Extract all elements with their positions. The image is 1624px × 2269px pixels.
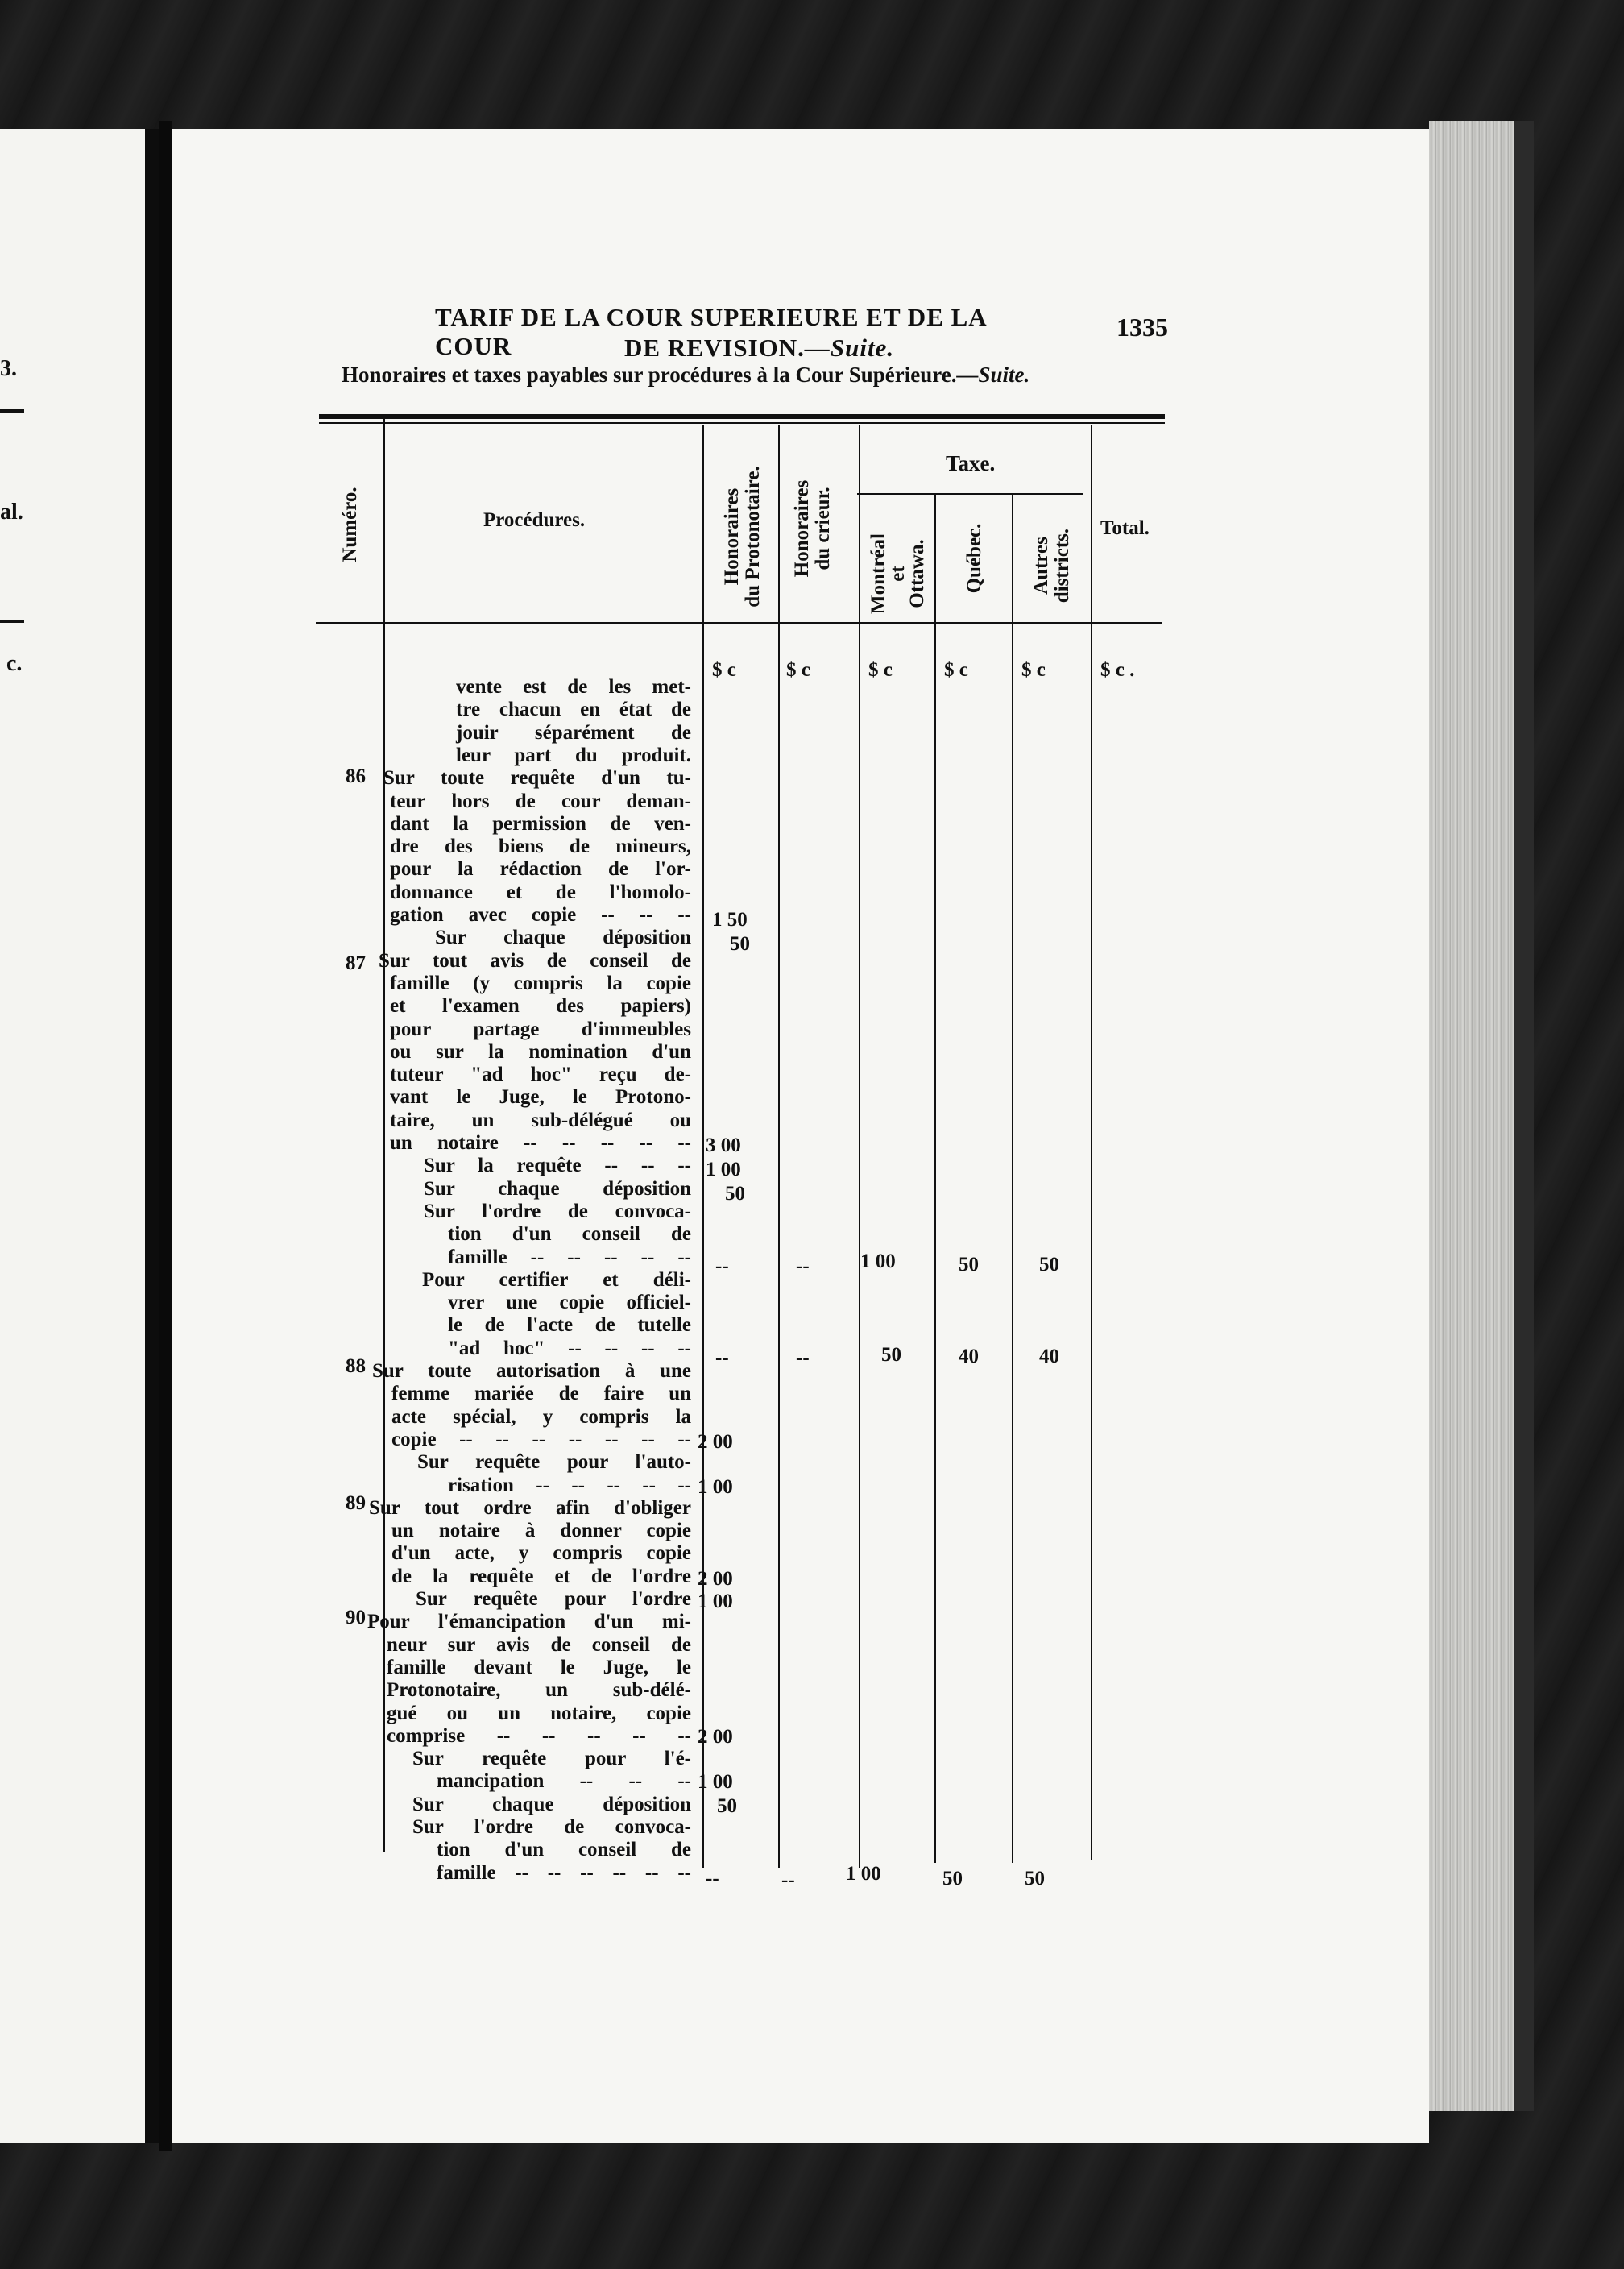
procedure-line: mancipation -- -- --: [437, 1770, 691, 1793]
fee-crieur: --: [781, 1869, 795, 1891]
procedure-line: comprise -- -- -- -- --: [387, 1724, 691, 1747]
page-subtitle: Honoraires et taxes payables sur procédures à la Cour Supérieure.—Suite.: [342, 363, 1030, 387]
fee-protonotaire: --: [715, 1255, 729, 1277]
left-page-fragment: al.: [0, 500, 23, 525]
left-page-rule: [0, 620, 24, 623]
tax-montreal: 1 00: [846, 1863, 881, 1885]
col-header-hon-crieur: Honoraires du crieur.: [791, 479, 834, 578]
procedure-line: tion d'un conseil de: [448, 1223, 691, 1246]
left-page-fragment: 3.: [0, 356, 17, 381]
tax-montreal: 1 00: [860, 1251, 896, 1272]
procedure-line: gué ou un notaire, copie: [387, 1702, 691, 1724]
column-divider: [859, 425, 860, 1868]
tax-autres: 40: [1039, 1346, 1059, 1367]
right-page: [172, 129, 1429, 2143]
row-number: 88: [346, 1355, 366, 1377]
fee-crieur: --: [796, 1347, 810, 1369]
column-divider: [702, 425, 704, 1868]
column-divider: [383, 417, 385, 1852]
tax-autres: 50: [1039, 1254, 1059, 1276]
column-divider: [1091, 425, 1092, 1860]
procedure-line: Sur la requête -- -- --: [424, 1155, 691, 1177]
unit-label: $ c: [1021, 659, 1046, 681]
fee-protonotaire: 3 00: [706, 1134, 741, 1156]
procedure-line: risation -- -- -- -- --: [448, 1474, 691, 1496]
procedure-line: jouir séparément de: [456, 721, 691, 744]
fee-protonotaire: 1 50: [712, 909, 748, 931]
procedure-line: vrer une copie officiel-: [448, 1292, 691, 1314]
fee-protonotaire: 2 00: [698, 1568, 733, 1590]
col-header-taxe: Taxe.: [946, 451, 996, 475]
book-spine: [160, 121, 172, 2151]
tax-quebec: 50: [942, 1868, 963, 1889]
procedure-line: Sur toute requête d'un tu-: [383, 767, 691, 790]
procedure-line: donnance et de l'homolo-: [390, 881, 691, 903]
procedure-line: dant la permission de ven-: [390, 812, 691, 835]
procedure-line: taire, un sub-délégué ou: [390, 1109, 691, 1131]
row-number: 86: [346, 765, 366, 787]
book-cover-edge: [1514, 121, 1534, 2111]
col-header-procedures: Procédures.: [483, 509, 586, 531]
procedure-line: neur sur avis de conseil de: [387, 1633, 691, 1656]
col-header-total: Total.: [1100, 517, 1150, 539]
fee-protonotaire: 1 00: [698, 1771, 733, 1793]
procedure-line: Sur tout avis de conseil de: [379, 949, 691, 972]
procedure-line: de la requête et de l'ordre: [392, 1565, 691, 1587]
column-divider: [1012, 493, 1013, 1863]
procedure-line: Sur l'ordre de convoca-: [424, 1200, 691, 1222]
unit-label: $ c: [868, 659, 893, 681]
procedure-line: Sur requête pour l'auto-: [417, 1451, 691, 1474]
left-page-fragment: c.: [6, 651, 23, 676]
procedure-line: famille (y compris la copie: [390, 972, 691, 994]
procedure-line: famille devant le Juge, le: [387, 1656, 691, 1678]
procedure-line: un notaire -- -- -- -- --: [390, 1132, 691, 1154]
procedure-line: "ad hoc" -- -- -- --: [448, 1337, 691, 1359]
procedure-line: gation avec copie -- -- --: [390, 904, 691, 926]
procedure-line: pour la rédaction de l'or-: [390, 858, 691, 881]
row-number: 90: [346, 1607, 366, 1628]
procedure-line: tuteur "ad hoc" reçu de-: [390, 1064, 691, 1086]
procedure-line: vente est de les met-: [456, 676, 691, 698]
column-divider: [934, 493, 936, 1863]
taxe-rule: [857, 493, 1083, 495]
fee-protonotaire: 1 00: [706, 1159, 741, 1180]
procedure-line: famille -- -- -- -- --: [448, 1246, 691, 1268]
tax-quebec: 40: [959, 1346, 979, 1367]
fee-protonotaire: 50: [725, 1183, 745, 1205]
tax-quebec: 50: [959, 1254, 979, 1276]
fee-protonotaire: 2 00: [698, 1431, 733, 1453]
procedure-line: leur part du produit.: [456, 744, 691, 766]
row-number: 89: [346, 1492, 366, 1514]
procedure-line: Sur chaque déposition: [412, 1793, 691, 1815]
procedure-line: Sur l'ordre de convoca-: [412, 1816, 691, 1838]
unit-label: $ c: [786, 659, 810, 681]
procedure-line: et l'examen des papiers): [390, 995, 691, 1018]
fee-protonotaire: 2 00: [698, 1726, 733, 1748]
tax-montreal: 50: [881, 1344, 901, 1366]
col-header-hon-protonotaire: Honoraires du Protonotaire.: [721, 466, 764, 608]
procedure-line: le de l'acte de tutelle: [448, 1314, 691, 1337]
col-header-numero: Numéro.: [339, 487, 361, 562]
procedure-line: Sur toute autorisation à une: [372, 1360, 691, 1382]
procedure-line: ou sur la nomination d'un: [390, 1040, 691, 1063]
col-header-montreal: Montréal et Ottawa.: [868, 533, 928, 614]
page-edges: [1429, 121, 1526, 2111]
left-page-rule: [0, 409, 24, 413]
procedure-line: dre des biens de mineurs,: [390, 836, 691, 858]
procedure-line: copie -- -- -- -- -- -- --: [392, 1428, 691, 1450]
unit-label: $ c: [944, 659, 968, 681]
procedure-line: vant le Juge, le Protono-: [390, 1086, 691, 1109]
fee-protonotaire: 50: [717, 1795, 737, 1817]
procedure-line: famille -- -- -- -- -- --: [437, 1861, 691, 1884]
fee-protonotaire: --: [715, 1347, 729, 1369]
procedure-line: Sur chaque déposition: [435, 927, 691, 949]
page-title-line2: DE REVISION.—Suite.: [624, 334, 895, 362]
procedure-line: Sur tout ordre afin d'obliger: [369, 1496, 691, 1519]
fee-crieur: --: [796, 1255, 810, 1277]
unit-label: $ c .: [1100, 659, 1135, 681]
tax-autres: 50: [1025, 1868, 1045, 1889]
procedure-line: Sur chaque déposition: [424, 1177, 691, 1200]
fee-protonotaire: 1 00: [698, 1591, 733, 1612]
procedure-line: Protonotaire, un sub-délé-: [387, 1679, 691, 1702]
procedure-line: teur hors de cour deman-: [390, 790, 691, 812]
table-top-rule-thin: [319, 422, 1165, 424]
procedure-line: Pour certifier et déli-: [422, 1268, 691, 1291]
table-header-rule: [316, 622, 1162, 624]
left-page: [0, 129, 160, 2143]
procedure-line: acte spécial, y compris la: [392, 1405, 691, 1428]
fee-protonotaire: --: [706, 1868, 719, 1889]
procedure-line: tre chacun en état de: [456, 699, 691, 721]
column-divider: [778, 425, 780, 1868]
procedure-line: Sur requête pour l'é-: [412, 1748, 691, 1770]
col-header-autres: Autres districts.: [1030, 528, 1073, 604]
procedure-line: un notaire à donner copie: [392, 1520, 691, 1542]
procedure-line: d'un acte, y compris copie: [392, 1542, 691, 1565]
table-top-rule: [319, 414, 1165, 419]
procedure-line: pour partage d'immeubles: [390, 1018, 691, 1040]
procedure-line: femme mariée de faire un: [392, 1383, 691, 1405]
fee-protonotaire: 1 00: [698, 1476, 733, 1498]
unit-label: $ c: [712, 659, 736, 681]
fee-protonotaire: 50: [730, 933, 750, 955]
procedure-line: tion d'un conseil de: [437, 1839, 691, 1861]
procedure-line: Sur requête pour l'ordre: [416, 1588, 691, 1610]
col-header-quebec: Québec.: [963, 523, 985, 594]
page-number: 1335: [1116, 313, 1168, 342]
page-title: TARIF DE LA COUR SUPERIEURE ET DE LA COUR: [435, 303, 986, 360]
row-number: 87: [346, 952, 366, 974]
procedure-line: Pour l'émancipation d'un mi-: [367, 1611, 691, 1633]
